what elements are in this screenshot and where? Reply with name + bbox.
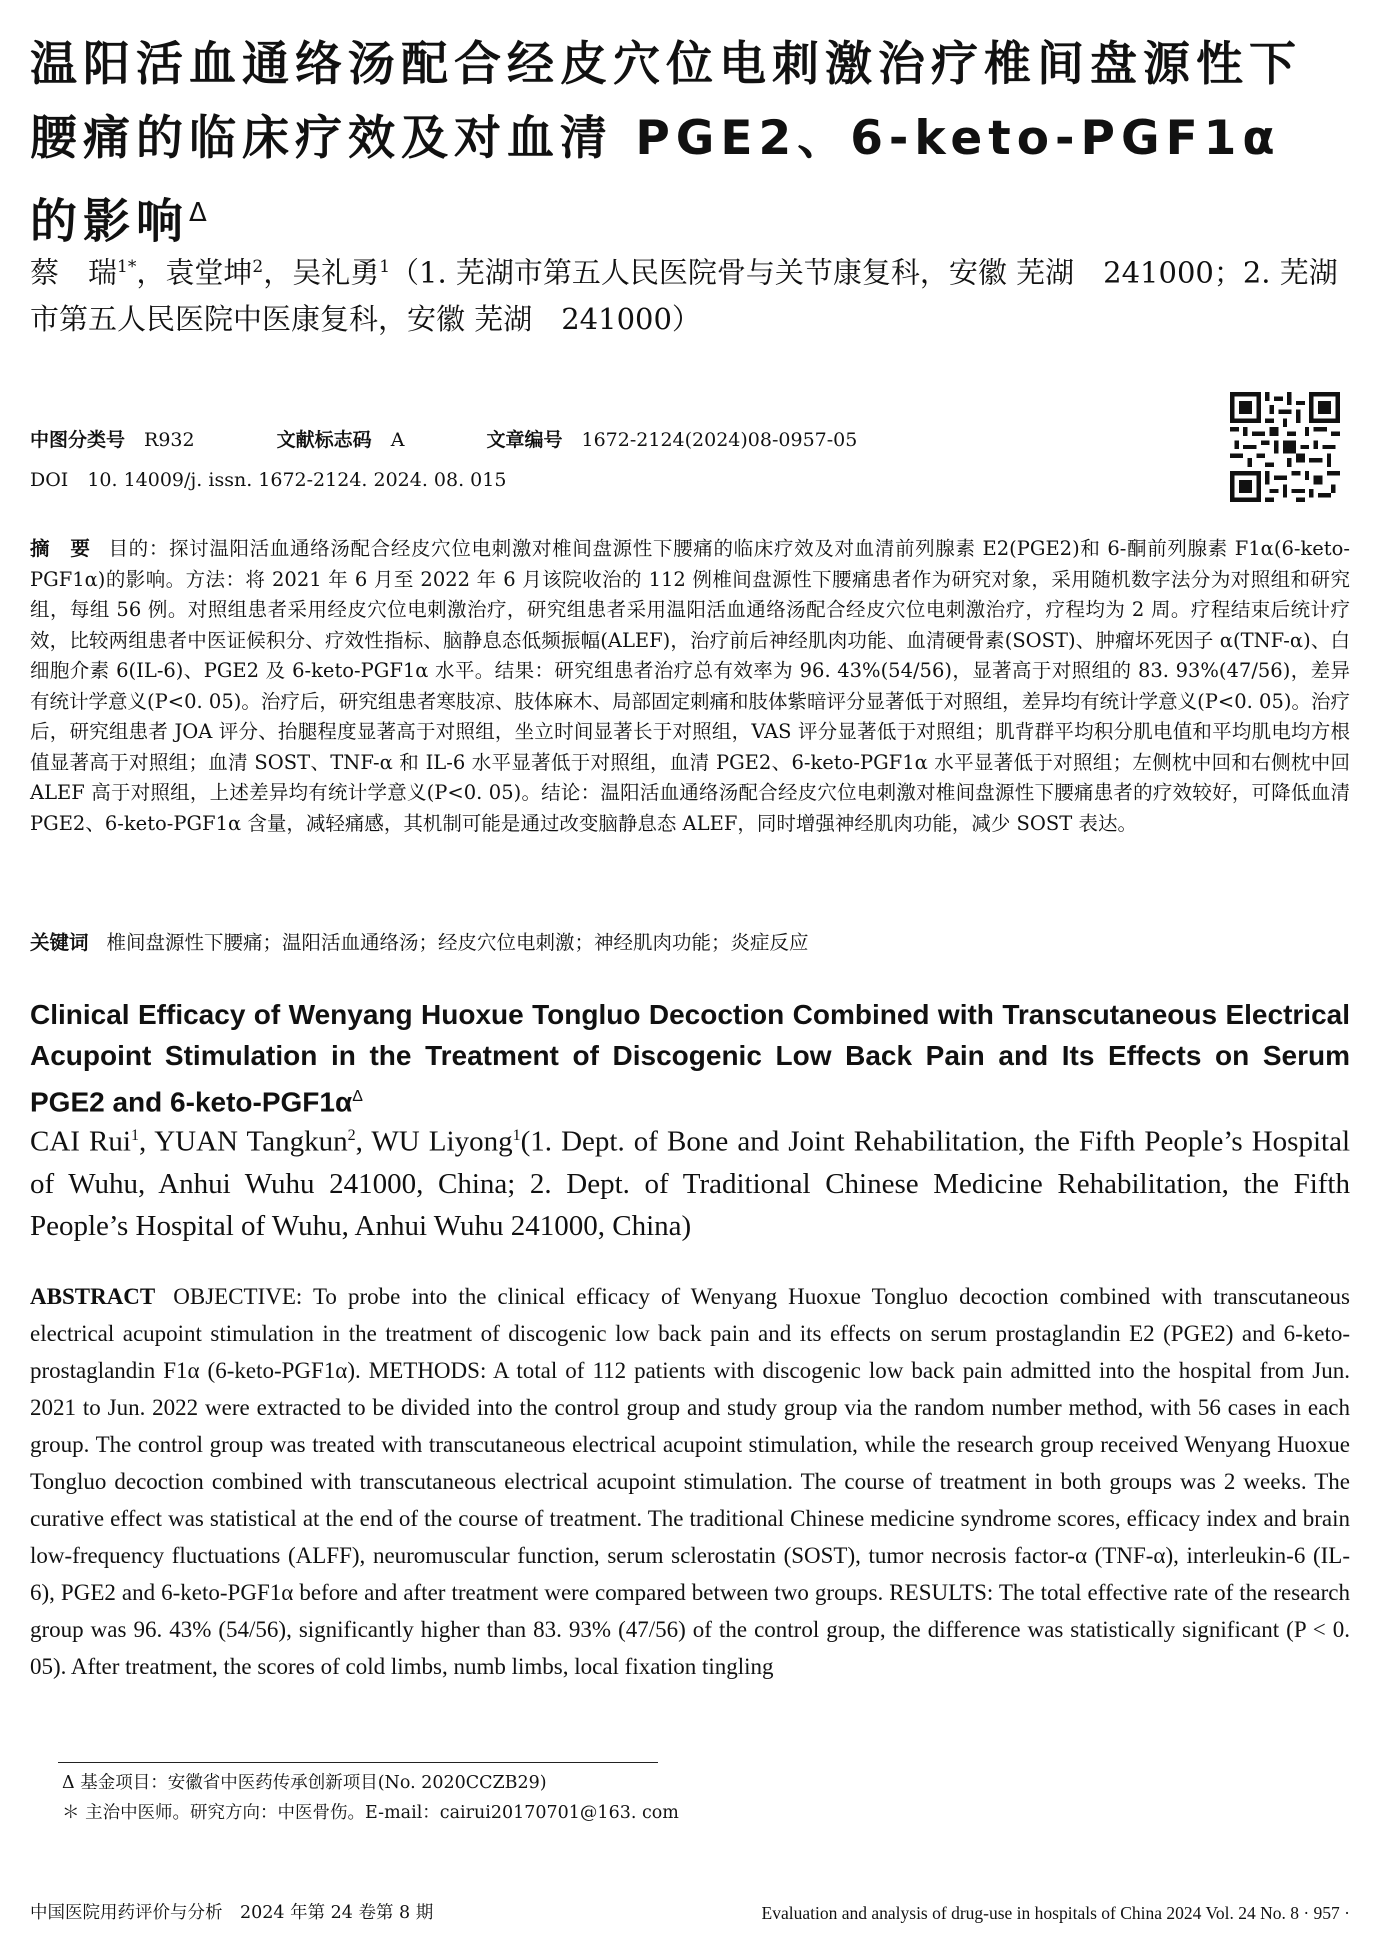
article-number-label: 文章编号 — [486, 429, 563, 451]
abstract-en-label: ABSTRACT — [30, 1284, 156, 1309]
keywords-zh — [30, 928, 1350, 958]
authors-zh — [30, 244, 1350, 342]
title-zh-fund-mark: Δ — [189, 198, 213, 228]
affiliation-zh: （1. 芜湖市第五人民医院骨与关节康复科，安徽 芜湖 241000；2. 芜湖市第五人民医院中医康复科，安徽 芜湖 241000） — [30, 255, 1338, 336]
clc-label: 中图分类号 — [30, 429, 126, 451]
author-en-2: , YUAN Tangkun — [138, 1125, 348, 1158]
authors-en — [30, 1115, 1350, 1247]
author-zh-1-sup: 1* — [117, 257, 137, 277]
author-en-3-sup: 1 — [512, 1127, 521, 1144]
title-en — [30, 994, 1350, 1122]
qr-code-icon — [1230, 392, 1340, 502]
page-footer — [30, 1898, 1350, 1928]
title-en-fund-mark: Δ — [352, 1088, 363, 1105]
title-zh — [30, 28, 1350, 260]
doccode-label: 文献标志码 — [276, 429, 372, 451]
classification-row — [30, 420, 1210, 460]
author-zh-2-sup: 2 — [252, 257, 264, 277]
abstract-en-text: OBJECTIVE: To probe into the clinical efficacy of Wenyang Huoxue Tongluo decoction combined with transcutaneous electrical acupoint stimulation in the treatment of discogenic low back pain and its effects on serum prostaglandin E2 (PGE2) and 6-keto-prostaglandin F1α (6-keto-PGF1α). METHODS: A total of 112 patients with discogenic low back pain admitted into the hospital from Jun. 2021 to Jun. 2022 were extracted to be divided into the control group and study group via the random number method, with 56 cases in each group. The control group was treated with transcutaneous electrical acupoint stimulation, while the research group received Wenyang Huoxue Tongluo decoction combined with transcutaneous electrical acupoint stimulation. The course of treatment in both groups was 2 weeks. The curative effect was statistical at the end of the course of treatment. The traditional Chinese medicine syndrome scores, efficacy index and brain low-frequency fluctuations (ALFF), neuromuscular function, serum sclerostatin (SOST), tumor necrosis factor-α (TNF-α), interleukin-6 (IL-6), PGE2 and 6-keto-PGF1α before and after treatment were compared between two groups. RESULTS: The total effective rate of the research group was 96. 43% (54/56), significantly higher than 83. 93% (47/56) of the control group, the difference was statistically significant (P < 0. 05). After treatment, the scores of cold limbs, numb limbs, local fixation tingling — [30, 1284, 1350, 1679]
title-zh-text: 温阳活血通络汤配合经皮穴位电刺激治疗椎间盘源性下腰痛的临床疗效及对血清 PGE2、6-keto-PGF1α 的影响 — [30, 37, 1302, 250]
footer-journal-zh: 中国医院用药评价与分析 2024 年第 24 卷第 8 期 — [30, 1903, 434, 1923]
abstract-zh-text: 目的：探讨温阳活血通络汤配合经皮穴位电刺激对椎间盘源性下腰痛的临床疗效及对血清前列腺素 E2(PGE2)和 6-酮前列腺素 F1α(6-keto-PGF1α)的影响。方法：将 2021 年 6 月至 2022 年 6 月该院收治的 112 例椎间盘源性下腰痛患者作为研究对象，采用随机数字法分为对照组和研究组，每组 56 例。对照组患者采用经皮穴位电刺激治疗，研究组患者采用温阳活血通络汤配合经皮穴位电刺激治疗，疗程均为 2 周。疗程结束后统计疗效，比较两组患者中医证候积分、疗效性指标、脑静息态低频振幅(ALEF)，治疗前后神经肌肉功能、血清硬骨素(SOST)、肿瘤坏死因子 α(TNF-α)、白细胞介素 6(IL-6)、PGE2 及 6-keto-PGF1α 水平。结果：研究组患者治疗总有效率为 96. 43%(54/56)，显著高于对照组的 83. 93%(47/56)，差异有统计学意义(P<0. 05)。治疗后，研究组患者寒肢凉、肢体麻木、局部固定刺痛和肢体紫暗评分显著低于对照组，差异均有统计学意义(P<0. 05)。治疗后，研究组患者 JOA 评分、抬腿程度显著高于对照组，坐立时间显著长于对照组，VAS 评分显著低于对照组；肌背群平均积分肌电值和平均肌电均方根值显著高于对照组；血清 SOST、TNF-α 和 IL-6 水平显著低于对照组，血清 PGE2、6-keto-PGF1α 水平显著低于对照组；左侧枕中回和右侧枕中回 ALEF 高于对照组，上述差异均有统计学意义(P<0. 05)。结论：温阳活血通络汤配合经皮穴位电刺激对椎间盘源性下腰痛患者的疗效较好，可降低血清 PGE2、6-keto-PGF1α 含量，减轻痛感，其机制可能是通过改变脑静息态 ALEF，同时增强神经肌肉功能，减少 SOST 表达。 — [30, 537, 1350, 835]
author-zh-3: ，吴礼勇 — [263, 255, 380, 290]
footer-journal-en: Evaluation and analysis of drug-use in hospitals of China 2024 Vol. 24 No. 8 · 957 · — [761, 1903, 1350, 1923]
footnote-divider — [58, 1762, 658, 1763]
author-en-2-sup: 2 — [347, 1127, 356, 1144]
footnotes — [62, 1768, 1062, 1828]
author-en-1: CAI Rui — [30, 1125, 131, 1158]
affiliation-en: (1. Dept. of Bone and Joint Rehabilitation, the Fifth People’s Hospital of Wuhu, Anhui Wuhu 241000, China; 2. Dept. of Traditional Chinese Medicine Rehabilitation, the Fifth People’s Hospital of Wuhu, Anhui Wuhu 241000, China) — [30, 1125, 1351, 1242]
abstract-en — [30, 1278, 1350, 1685]
doccode-value: A — [390, 429, 405, 451]
author-zh-2: ，袁堂坤 — [136, 255, 253, 290]
abstract-zh-label: 摘 要 — [30, 537, 91, 560]
author-zh-3-sup: 1 — [379, 257, 391, 277]
abstract-zh — [30, 534, 1350, 839]
footnote-author: ＊ 主治中医师。研究方向：中医骨伤。E-mail：cairui20170701@163. com — [62, 1803, 679, 1823]
doi: DOI 10. 14009/j. issn. 1672-2124. 2024. 08. 015 — [30, 469, 507, 491]
author-zh-1: 蔡 瑞 — [30, 255, 118, 290]
keywords-zh-text: 椎间盘源性下腰痛；温阳活血通络汤；经皮穴位电刺激；神经肌肉功能；炎症反应 — [106, 931, 809, 954]
author-en-1-sup: 1 — [130, 1127, 139, 1144]
clc-value: R932 — [144, 429, 195, 451]
keywords-zh-label: 关键词 — [30, 931, 89, 954]
footnote-fund: Δ 基金项目：安徽省中医药传承创新项目(No. 2020CCZB29) — [62, 1773, 547, 1793]
article-number-value: 1672-2124(2024)08-0957-05 — [581, 429, 858, 451]
title-en-text: Clinical Efficacy of Wenyang Huoxue Tongluo Decoction Combined with Transcutaneous Electrical Acupoint Stimulation in the Treatment of Discogenic Low Back Pain and Its Effects on Serum PGE2 and 6-keto-PGF1α — [30, 999, 1350, 1118]
article-metadata — [30, 420, 1210, 500]
author-en-3: , WU Liyong — [355, 1125, 513, 1158]
